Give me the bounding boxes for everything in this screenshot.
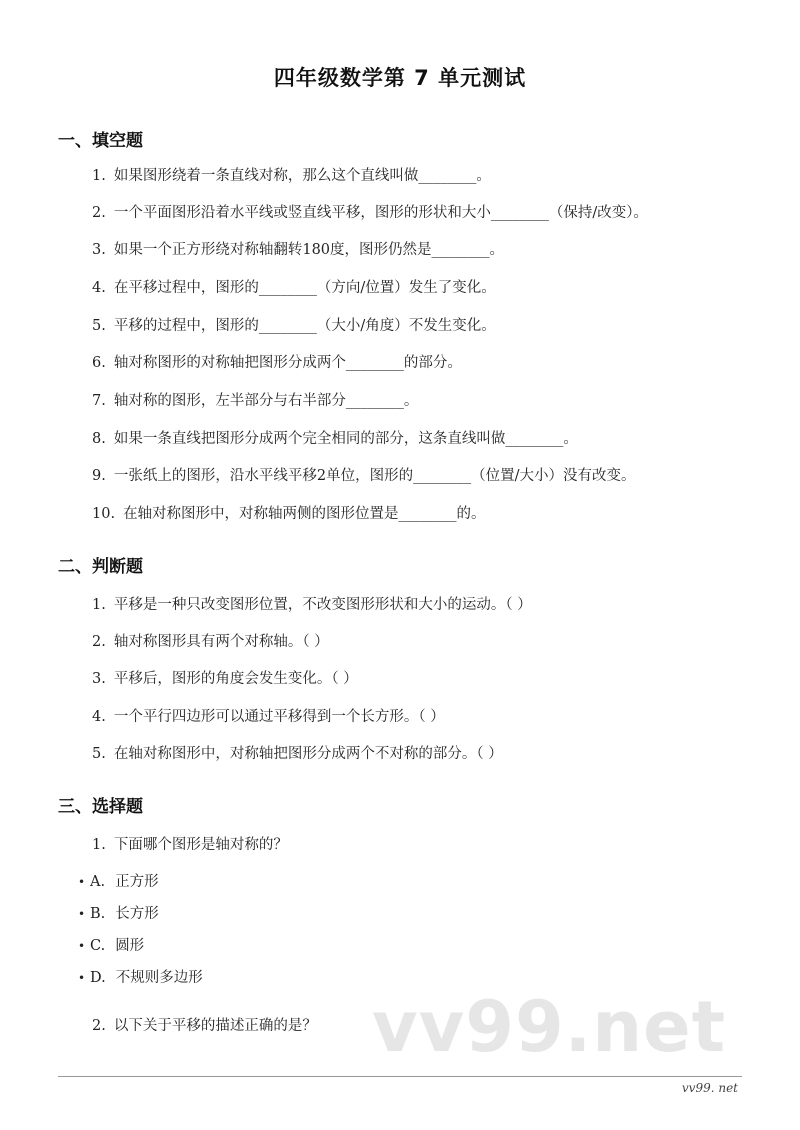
choice-option bbox=[78, 902, 159, 923]
section-heading-true-false: 二、判断题 bbox=[58, 557, 143, 577]
question-item bbox=[92, 276, 496, 297]
question-text: 一个平面图形沿着水平线或竖直线平移，图形的形状和大小________（保持/改变）。 bbox=[113, 205, 648, 221]
question-number: 9. bbox=[92, 468, 106, 484]
question-item bbox=[92, 502, 486, 523]
question-number: 3. bbox=[92, 242, 106, 258]
question-item bbox=[92, 742, 503, 763]
question-text: 一个平行四边形可以通过平移得到一个长方形。（ ） bbox=[113, 709, 445, 725]
question-text: 下面哪个图形是轴对称的？ bbox=[113, 837, 288, 853]
option-text: 正方形 bbox=[115, 874, 159, 890]
question-item bbox=[92, 833, 288, 854]
question-text: 如果一条直线把图形分成两个完全相同的部分，这条直线叫做________。 bbox=[113, 431, 578, 447]
section-heading-fill-in: 一、填空题 bbox=[58, 131, 143, 151]
bullet-icon: • bbox=[78, 907, 86, 921]
footer-site-label: vv99. net bbox=[681, 1081, 738, 1095]
option-letter: A. bbox=[90, 874, 106, 890]
question-number: 10. bbox=[92, 506, 116, 522]
question-text: 如果一个正方形绕对称轴翻转180度，图形仍然是________。 bbox=[113, 242, 505, 258]
choice-option bbox=[78, 966, 203, 987]
question-item bbox=[92, 630, 329, 651]
question-text: 平移是一种只改变图形位置，不改变图形形状和大小的运动。（ ） bbox=[113, 597, 532, 613]
question-number: 1. bbox=[92, 597, 106, 613]
question-item bbox=[92, 314, 496, 335]
question-item bbox=[92, 593, 532, 614]
question-item bbox=[92, 351, 462, 372]
question-text: 轴对称图形具有两个对称轴。（ ） bbox=[113, 634, 329, 650]
watermark: vv99.net bbox=[372, 986, 727, 1068]
question-item bbox=[92, 1014, 317, 1035]
question-text: 在平移过程中，图形的________（方向/位置）发生了变化。 bbox=[113, 280, 496, 296]
question-text: 一张纸上的图形，沿水平线平移2单位，图形的________（位置/大小）没有改变。 bbox=[113, 468, 636, 484]
question-number: 2. bbox=[92, 205, 106, 221]
choice-option bbox=[78, 870, 159, 891]
question-number: 4. bbox=[92, 709, 106, 725]
footer-divider bbox=[58, 1076, 742, 1077]
question-number: 1. bbox=[92, 837, 106, 853]
option-text: 不规则多边形 bbox=[115, 970, 203, 986]
section-heading-multiple-choice: 三、选择题 bbox=[58, 797, 143, 817]
option-text: 长方形 bbox=[115, 906, 159, 922]
question-text: 在轴对称图形中，对称轴两侧的图形位置是________的。 bbox=[123, 506, 486, 522]
question-number: 7. bbox=[92, 393, 106, 409]
question-item bbox=[92, 464, 635, 485]
bullet-icon: • bbox=[78, 971, 86, 985]
option-text: 圆形 bbox=[115, 938, 145, 954]
question-number: 6. bbox=[92, 355, 106, 371]
question-text: 轴对称图形的对称轴把图形分成两个________的部分。 bbox=[113, 355, 462, 371]
bullet-icon: • bbox=[78, 875, 86, 889]
question-item bbox=[92, 667, 358, 688]
bullet-icon: • bbox=[78, 939, 86, 953]
question-item bbox=[92, 238, 504, 259]
question-item bbox=[92, 389, 418, 410]
question-number: 4. bbox=[92, 280, 106, 296]
question-number: 5. bbox=[92, 746, 106, 762]
option-letter: D. bbox=[90, 970, 106, 986]
question-text: 以下关于平移的描述正确的是？ bbox=[113, 1018, 317, 1034]
question-number: 3. bbox=[92, 671, 106, 687]
question-number: 1. bbox=[92, 168, 106, 184]
page-title: 四年级数学第 7 单元测试 bbox=[273, 66, 527, 90]
question-item bbox=[92, 201, 648, 222]
question-item bbox=[92, 427, 578, 448]
question-text: 如果图形绕着一条直线对称，那么这个直线叫做________。 bbox=[113, 168, 491, 184]
question-item bbox=[92, 164, 491, 185]
question-item bbox=[92, 705, 445, 726]
question-text: 在轴对称图形中，对称轴把图形分成两个不对称的部分。（ ） bbox=[113, 746, 503, 762]
question-number: 2. bbox=[92, 634, 106, 650]
question-text: 平移的过程中，图形的________（大小/角度）不发生变化。 bbox=[113, 318, 496, 334]
question-text: 轴对称的图形，左半部分与右半部分________。 bbox=[113, 393, 419, 409]
question-number: 8. bbox=[92, 431, 106, 447]
option-letter: B. bbox=[90, 906, 106, 922]
question-number: 2. bbox=[92, 1018, 106, 1034]
choice-option bbox=[78, 934, 144, 955]
option-letter: C. bbox=[90, 938, 106, 954]
question-number: 5. bbox=[92, 318, 106, 334]
question-text: 平移后，图形的角度会发生变化。（ ） bbox=[113, 671, 358, 687]
